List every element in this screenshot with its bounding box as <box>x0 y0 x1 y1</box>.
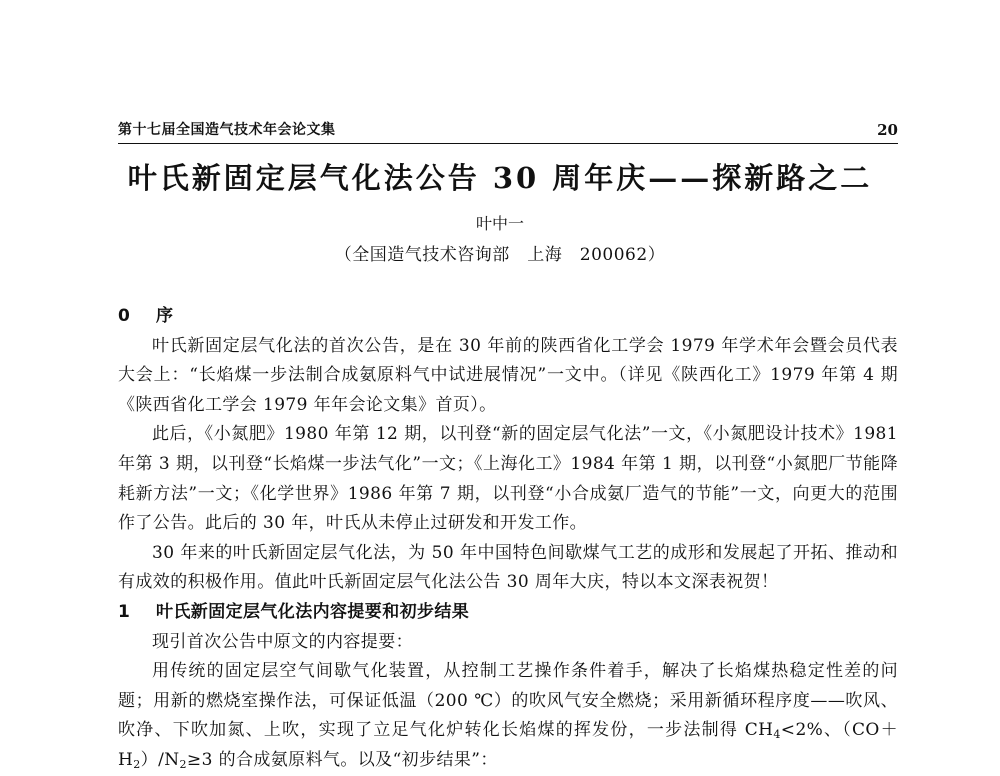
page-number: 20 <box>877 121 898 139</box>
section-number: 1 <box>118 601 131 622</box>
running-header <box>118 120 898 142</box>
header-divider <box>118 143 898 144</box>
section-title: 叶氏新固定层气化法内容提要和初步结果 <box>156 601 470 622</box>
paragraph: 30 年来的叶氏新固定层气化法，为 50 年中国特色间歇煤气工艺的成形和发展起了开拓、推动和有成效的积极作用。值此叶氏新固定层气化法公告 30 周年大庆，特以本文深表祝贺！ <box>118 542 898 593</box>
formula-text: 得 $CH_4<2\%$、$(CO+H_2)/N_2\ge 3$ 的合成氨原料气。以及“初步结果”： <box>118 720 899 771</box>
paragraph <box>118 657 898 775</box>
paragraph: 此后，《小氮肥》1980 年第 12 期，以刊登“新的固定层气化法”一文，《小氮肥设计技术》1981 年第 3 期，以刊登“长焰煤一步法气化”一文；《上海化工》1984 年第 1 期，以刊登“小氮肥厂节能降耗新方法”一文；《化学世界》1986 年第 7 期，以刊登“小合成氨厂造气的节能”一文，向更大的范围作了公告。此后的 30 年，叶氏从未停止过研发和开发工作。 <box>118 424 898 534</box>
author-affiliation: （全国造气技术咨询部 上海 200062） <box>334 245 666 265</box>
section-title: 序 <box>156 306 174 326</box>
proceedings-title: 第十七届全国造气技术年会论文集 <box>118 122 336 138</box>
paragraph: 现引首次公告中原文的内容提要： <box>152 631 413 652</box>
article-title: 叶氏新固定层气化法公告 30 周年庆——探新路之二 <box>127 161 873 195</box>
article-body <box>118 302 898 776</box>
section-heading-1 <box>118 598 898 628</box>
section-heading-preface <box>118 302 898 332</box>
paragraph-text: 用传统的固定层空气间歇气化装置，从控制工艺操作条件着手，解决了长焰煤热稳定性差的问题；用新的燃烧室操作法，可保证低温（200 ℃）的吹风气安全燃烧；采用新循环程序度——吹风、吹净、下吹加氮、上吹，实现了立足气化炉转化长焰煤的挥发份，一步法制 <box>118 661 898 741</box>
section-number: 0 <box>118 306 131 326</box>
author-name: 叶中一 <box>475 214 524 233</box>
paragraph: 叶氏新固定层气化法的首次公告，是在 30 年前的陕西省化工学会 1979 年学术年会暨会员代表大会上：“长焰煤一步法制合成氨原料气中试进展情况”一文中。（详见《陕西化工》1979 年第 4 期《陕西省化工学会 1979 年年会论文集》首页）。 <box>118 335 898 415</box>
